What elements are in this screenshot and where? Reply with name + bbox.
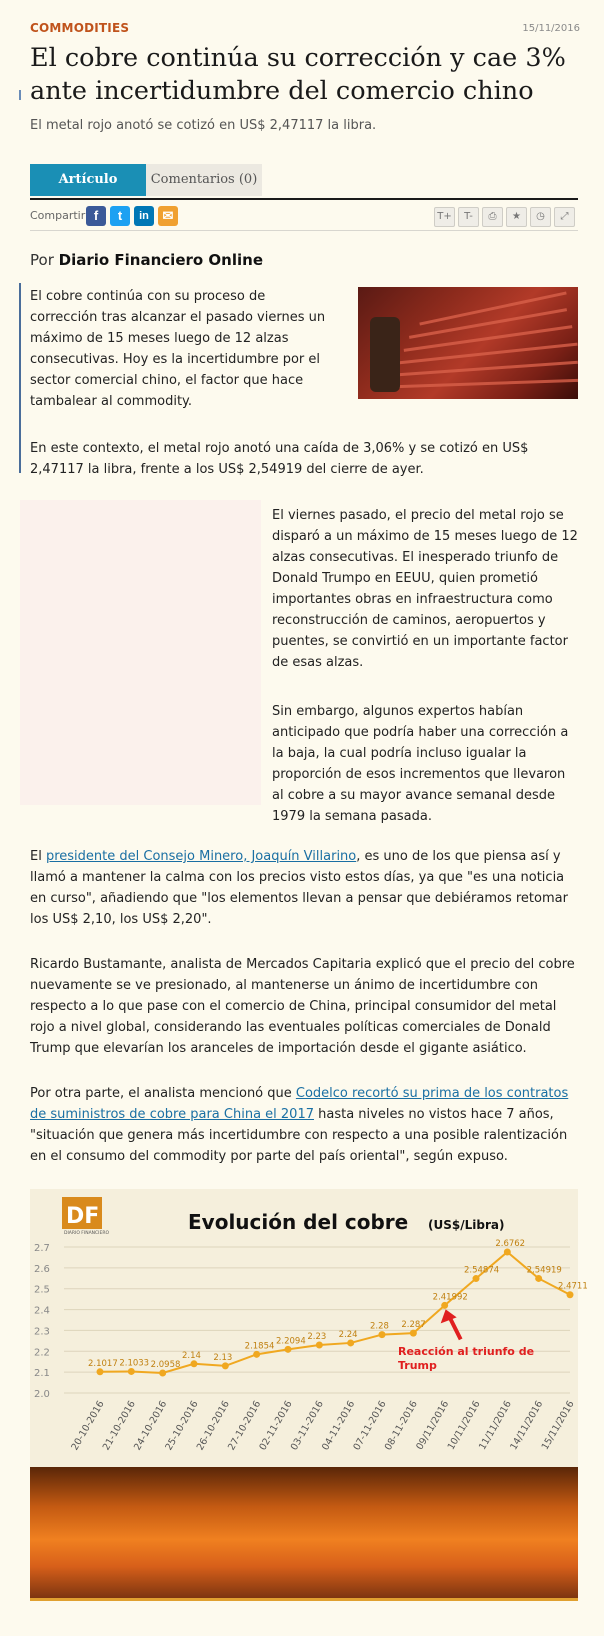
chart-border	[30, 1598, 578, 1601]
x-tick-label: 07-11-2016	[351, 1399, 389, 1453]
y-tick-label: 2.3	[34, 1326, 50, 1338]
y-tick-label: 2.7	[34, 1243, 50, 1254]
twitter-icon[interactable]: t	[110, 206, 130, 226]
x-tick-label: 26-10-2016	[194, 1399, 232, 1453]
paragraph-7	[30, 1083, 578, 1167]
data-label: 2.13	[213, 1352, 233, 1363]
data-label: 2.6762	[495, 1238, 526, 1249]
x-tick-label: 21-10-2016	[100, 1399, 138, 1453]
data-point	[473, 1275, 480, 1282]
quote-bar	[19, 283, 21, 473]
data-point	[159, 1370, 166, 1377]
data-label: 2.41992	[432, 1292, 468, 1303]
chart-svg	[30, 1189, 588, 1469]
article-title: El cobre continúa su corrección y cae 3% ante incertidumbre del comercio chino	[30, 43, 566, 106]
print-icon[interactable]: ⎙	[482, 207, 503, 227]
email-icon[interactable]: ✉	[158, 206, 178, 226]
data-label: 2.24	[338, 1329, 358, 1340]
x-tick-label: 20-10-2016	[69, 1399, 107, 1453]
df-logo-text: DF	[66, 1204, 100, 1229]
byline	[30, 251, 263, 269]
paragraph-5-start: El	[30, 849, 46, 864]
share-toolbar	[30, 204, 578, 231]
data-point	[410, 1330, 417, 1337]
article-subtitle: El metal rojo anotó se cotizó en US$ 2,47117 la libra.	[30, 118, 377, 133]
data-point	[535, 1275, 542, 1282]
data-point	[191, 1360, 198, 1367]
byline-author[interactable]: Diario Financiero Online	[58, 251, 263, 269]
y-tick-label: 2.6	[34, 1263, 50, 1275]
x-tick-label: 02-11-2016	[257, 1399, 295, 1453]
codelco-link[interactable]: Codelco recortó su prima de los contratos de suministros de cobre para China el 2017	[30, 1086, 569, 1122]
data-label: 2.23	[307, 1332, 327, 1343]
paragraph-4: Sin embargo, algunos expertos habían anticipado que podría haber una corrección a la baja, la cual podría incluso igualar la proporción de esos incrementos que llevaron al cobre a su mayor avance semanal desde 1979 la semana pasada.	[272, 704, 569, 824]
x-tick-label: 14/11/2016	[508, 1399, 546, 1452]
data-point	[379, 1331, 386, 1338]
data-point	[316, 1342, 323, 1349]
data-label: 2.1017	[88, 1358, 118, 1369]
paragraph-7-end: hasta niveles no vistos hace 7 años, "situación que genera más incertidumbre con respecto a una posible ralentización en el consumo del commodity por parte del país oriental", según expuso.	[30, 1107, 568, 1164]
y-tick-label: 2.4	[34, 1305, 50, 1317]
consejo-minero-link[interactable]: presidente del Consejo Minero, Joaquín Villarino	[45, 849, 357, 864]
x-tick-label: 04-11-2016	[320, 1399, 358, 1453]
data-point	[441, 1302, 448, 1309]
y-tick-label: 2.5	[34, 1284, 50, 1296]
x-tick-label: 27-10-2016	[226, 1399, 264, 1453]
data-label: 2.1854	[244, 1341, 275, 1352]
x-tick-label: 11/11/2016	[477, 1399, 514, 1452]
data-point	[222, 1362, 229, 1369]
data-point	[567, 1291, 574, 1298]
annotation-label: Reacción al triunfo de	[398, 1345, 535, 1358]
y-tick-label: 2.1	[34, 1368, 50, 1380]
df-logo-subtitle: DIARIO FINANCIERO	[64, 1231, 110, 1236]
annotation-label: Trump	[398, 1359, 437, 1372]
paragraph-6: Ricardo Bustamante, analista de Mercados Capitaria explicó que el precio del cobre nuevamente se ve presionado, al mantenerse un ánimo de incertidumbre con respecto a lo que pase con el comercio de China, principal consumidor del metal rojo a nivel global, considerando las eventuales políticas comerciales de Donald Trump que elevarían los aranceles de importación desde el gigante asiático.	[30, 957, 575, 1056]
annotation-arrow-head	[441, 1309, 457, 1323]
data-point	[285, 1346, 292, 1353]
data-label: 2.1033	[119, 1358, 150, 1369]
data-label: 2.4711	[558, 1281, 588, 1292]
expand-icon[interactable]: ⤢	[554, 207, 575, 227]
clock-icon[interactable]: ◷	[530, 207, 551, 227]
publish-date: 15/11/2016	[522, 23, 580, 34]
category-label[interactable]: COMMODITIES	[30, 21, 130, 35]
linkedin-icon[interactable]: in	[134, 206, 154, 226]
paragraph-3: El viernes pasado, el precio del metal rojo se disparó a un máximo de 15 meses luego de 12 alzas consecutivas. El inesperado triunfo de Donald Trumpo en EEUU, quien prometió importantes obras en infraestructura como reconstrucción de caminos, aeropuertos y puentes, se convirtió en un importante factor de esas alzas.	[272, 508, 578, 670]
molten-copper-image	[30, 1467, 578, 1599]
data-label: 2.0958	[150, 1360, 181, 1371]
data-label: 2.287	[401, 1320, 426, 1331]
article-tabs	[30, 164, 578, 200]
x-tick-label: 24-10-2016	[132, 1399, 170, 1453]
data-label: 2.54919	[526, 1265, 562, 1276]
favorite-icon[interactable]: ★	[506, 207, 527, 227]
y-tick-label: 2.0	[34, 1389, 50, 1400]
x-tick-label: 10/11/2016	[445, 1399, 483, 1452]
data-point	[97, 1368, 104, 1375]
tab-articulo[interactable]: Artículo	[30, 164, 146, 196]
facebook-icon[interactable]: f	[86, 206, 106, 226]
paragraph-1: El cobre continúa con su proceso de corrección tras alcanzar el pasado viernes un máximo de 15 meses luego de 12 alzas consecutivas. Hoy es la incertidumbre por el sector comercial chino, el factor que hace tambalear al commodity.	[30, 289, 326, 409]
x-tick-label: 15/11/2016	[539, 1399, 577, 1452]
data-label: 2.28	[370, 1321, 389, 1332]
paragraph-5-end: , es uno de los que piensa así y llamó a mantener la calma con los precios visto estos días, ya que "es una noticia en curso", añadiendo que "los elementos llevan a pensar que debiéramos retomar los US$ 2,10, los US$ 2,20".	[30, 849, 568, 927]
data-label: 2.54874	[464, 1265, 500, 1276]
y-tick-label: 2.2	[34, 1347, 50, 1359]
ad-placeholder	[20, 500, 261, 805]
data-label: 2.2094	[276, 1336, 306, 1347]
text-larger-icon[interactable]: T+	[434, 207, 455, 227]
byline-prefix: Por	[30, 251, 54, 269]
data-point	[504, 1248, 511, 1255]
share-label: Compartir	[30, 209, 86, 222]
data-label: 2.14	[182, 1350, 201, 1361]
chart-unit: (US$/Libra)	[428, 1218, 505, 1232]
tab-comentarios[interactable]: Comentarios (0)	[146, 164, 262, 196]
data-point	[253, 1351, 260, 1358]
paragraph-2: En este contexto, el metal rojo anotó una caída de 3,06% y se cotizó en US$ 2,47117 la libra, frente a los US$ 2,54919 del cierre de ayer.	[30, 441, 529, 477]
x-tick-label: 25-10-2016	[163, 1399, 201, 1453]
data-point	[128, 1368, 135, 1375]
paragraph-7-start: Por otra parte, el analista mencionó que	[30, 1086, 296, 1101]
x-tick-label: 03-11-2016	[288, 1399, 326, 1453]
x-tick-label: 08-11-2016	[382, 1399, 420, 1453]
copper-chart	[30, 1189, 588, 1599]
decorative-marker	[19, 90, 21, 100]
text-smaller-icon[interactable]: T-	[458, 207, 479, 227]
chart-title: Evolución del cobre	[188, 1210, 409, 1234]
x-tick-label: 09/11/2016	[414, 1399, 452, 1452]
copper-photo	[358, 287, 578, 399]
paragraph-5	[30, 846, 578, 930]
data-point	[347, 1339, 354, 1346]
